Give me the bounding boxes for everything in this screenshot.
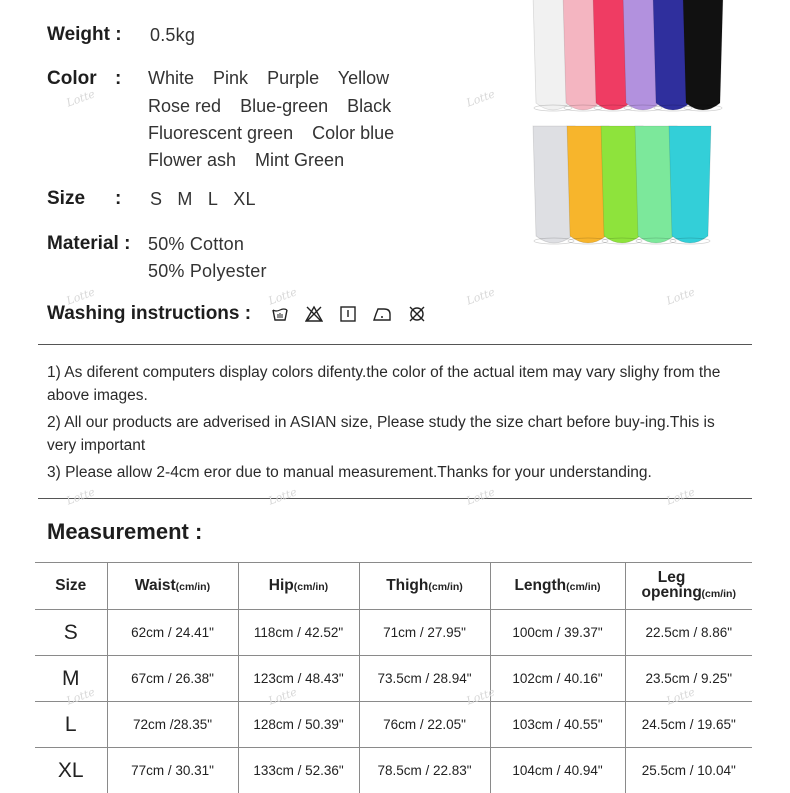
table-cell: 25.5cm / 10.04" <box>625 748 752 793</box>
no-bleach-icon <box>305 305 323 323</box>
size-option: M <box>177 189 192 209</box>
color-option: Yellow <box>338 68 389 88</box>
watermark: Lotte <box>665 485 697 507</box>
table-cell: 104cm / 40.94" <box>490 748 625 793</box>
watermark: Lotte <box>465 285 497 307</box>
table-cell: 77cm / 30.31" <box>107 748 238 793</box>
color-option: White <box>148 68 194 88</box>
note-2: 2) All our products are adverised in ASIAN size, Please study the size chart before buy-ing.This is very important <box>47 411 747 457</box>
watermark: Lotte <box>665 285 697 307</box>
iron-icon <box>373 305 391 323</box>
table-cell: 73.5cm / 28.94" <box>359 656 490 702</box>
table-cell: 100cm / 39.37" <box>490 610 625 656</box>
material-label: Material : <box>47 233 130 255</box>
color-option: Mint Green <box>255 150 344 170</box>
watermark: Lotte <box>267 285 299 307</box>
color-list-line-4 <box>148 150 358 171</box>
watermark: Lotte <box>665 685 697 707</box>
divider-bottom <box>38 498 752 499</box>
color-option: Color blue <box>312 123 394 143</box>
measurement-table <box>35 562 752 793</box>
size-cell: M <box>35 656 107 702</box>
pants-swatch-top <box>683 0 723 111</box>
table-cell: 102cm / 40.16" <box>490 656 625 702</box>
table-cell: 123cm / 48.43" <box>238 656 359 702</box>
table-row <box>35 702 752 748</box>
tumble-dry-icon <box>339 305 357 323</box>
header-thigh: Thigh(cm/in) <box>359 563 490 610</box>
size-cell: XL <box>35 748 107 793</box>
watermark: Lotte <box>465 87 497 109</box>
measurement-title: Measurement : <box>47 519 202 545</box>
watermark: Lotte <box>465 485 497 507</box>
table-cell: 62cm / 24.41" <box>107 610 238 656</box>
table-row <box>35 748 752 793</box>
color-list-line-1 <box>148 68 403 89</box>
color-option: Flower ash <box>148 150 236 170</box>
table-cell: 118cm / 42.52" <box>238 610 359 656</box>
watermark: Lotte <box>465 685 497 707</box>
color-list-line-3 <box>148 123 408 144</box>
size-option: XL <box>233 189 255 209</box>
table-row <box>35 610 752 656</box>
color-colon: : <box>115 68 121 90</box>
color-label: Color <box>47 68 97 90</box>
size-cell: L <box>35 702 107 748</box>
size-option: L <box>208 189 218 209</box>
table-cell: 24.5cm / 19.65" <box>625 702 752 748</box>
size-cell: S <box>35 610 107 656</box>
table-row <box>35 656 752 702</box>
table-cell: 103cm / 40.55" <box>490 702 625 748</box>
color-option: Rose red <box>148 96 221 116</box>
watermark: Lotte <box>65 87 97 109</box>
table-cell: 128cm / 50.39" <box>238 702 359 748</box>
color-option: Black <box>347 96 391 116</box>
pants-swatch-bottom <box>669 126 711 244</box>
color-option: Pink <box>213 68 248 88</box>
header-size: Size <box>35 563 107 610</box>
table-cell: 72cm /28.35" <box>107 702 238 748</box>
washing-label: Washing instructions : <box>47 303 251 325</box>
watermark: Lotte <box>267 485 299 507</box>
header-leg-opening: Leg opening(cm/in) <box>625 563 752 610</box>
hand-wash-icon <box>271 305 289 323</box>
size-options <box>150 189 266 210</box>
note-3: 3) Please allow 2-4cm eror due to manual measurement.Thanks for your understanding. <box>47 461 747 484</box>
material-line-2: 50% Polyester <box>148 261 267 282</box>
color-option: Fluorescent green <box>148 123 293 143</box>
color-option: Blue-green <box>240 96 328 116</box>
weight-label: Weight : <box>47 24 122 46</box>
table-cell: 133cm / 52.36" <box>238 748 359 793</box>
header-length: Length(cm/in) <box>490 563 625 610</box>
weight-value: 0.5kg <box>150 25 195 46</box>
color-option: Purple <box>267 68 319 88</box>
product-image <box>525 0 740 250</box>
table-cell: 71cm / 27.95" <box>359 610 490 656</box>
note-1: 1) As diferent computers display colors difenty.the color of the actual item may vary slighy from the above images. <box>47 361 747 407</box>
table-cell: 22.5cm / 8.86" <box>625 610 752 656</box>
watermark: Lotte <box>65 285 97 307</box>
watermark: Lotte <box>65 685 97 707</box>
table-header-row <box>35 563 752 610</box>
header-waist: Waist(cm/in) <box>107 563 238 610</box>
no-dryclean-icon <box>408 305 426 323</box>
table-cell: 78.5cm / 22.83" <box>359 748 490 793</box>
table-cell: 76cm / 22.05" <box>359 702 490 748</box>
size-option: S <box>150 189 162 209</box>
size-label: Size <box>47 188 85 210</box>
divider-top <box>38 344 752 345</box>
table-cell: 23.5cm / 9.25" <box>625 656 752 702</box>
product-color-swatches <box>525 0 740 250</box>
watermark: Lotte <box>65 485 97 507</box>
color-list-line-2 <box>148 96 405 117</box>
header-hip: Hip(cm/in) <box>238 563 359 610</box>
table-cell: 67cm / 26.38" <box>107 656 238 702</box>
material-line-1: 50% Cotton <box>148 234 244 255</box>
watermark: Lotte <box>267 685 299 707</box>
size-colon: : <box>115 188 121 210</box>
